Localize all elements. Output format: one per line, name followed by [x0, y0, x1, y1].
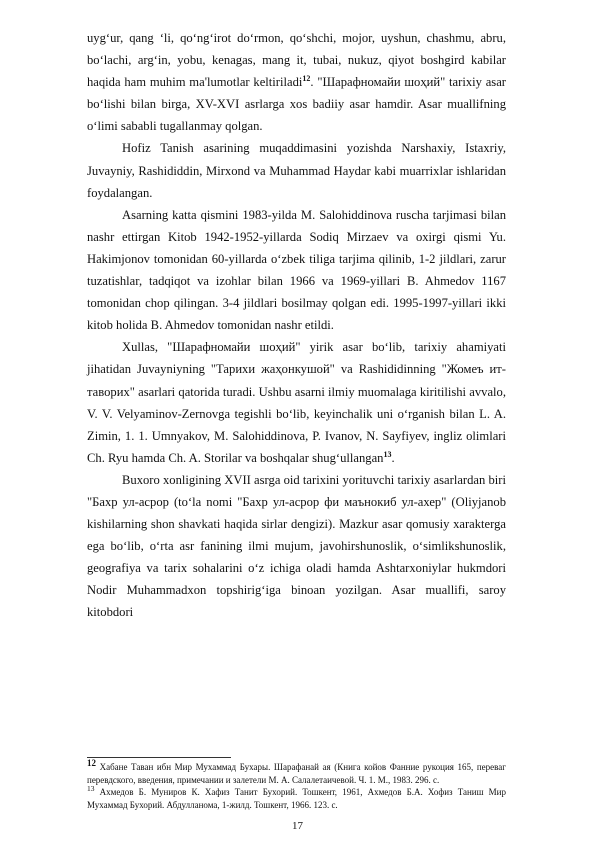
footnote-13-mark: 13 — [87, 784, 95, 793]
paragraph-4-continued: . — [391, 450, 395, 465]
footnotes — [87, 758, 506, 811]
paragraph-1 — [87, 27, 506, 137]
page-number: 17 — [292, 820, 303, 832]
footnote-ref-13[interactable]: 13 — [383, 449, 392, 459]
paragraph-5-text: Buxoro xonligining XVII asrga oid tarixini yorituvchi tarixiy asarlardan biri "Бахр ул-асрор (toʻla nomi "Бахр ул-асрор фи маънокиб ул-ахер" (Oliyjanob kishilarning shon shavkati haqida sirlar dengizi). Mazkur asar qomusiy xarakterga ega boʻlib, oʻrta asr fanining ilmi mujum, javohirshunoslik, oʻsimlikshunoslik, geografiya va tarix sohalarini oʻz ichiga oladi hamda Ashtarxoniylar hukmdori Nodir Muhammadxon topshirigʻiga binoan yozilgan. Asar muallifi, saroy kitobdori — [87, 472, 506, 620]
footnote-divider — [87, 757, 231, 758]
paragraph-5 — [87, 469, 506, 624]
footnote-12 — [87, 758, 506, 786]
paragraph-3-text: Asarning katta qismini 1983-yilda M. Salohiddinova ruscha tarjimasi bilan nashr ettirgan Kitob 1942-1952-yillarda Sodiq Mirzaev va oxirgi qismi Yu. Hakimjonov tomonidan 60-yillarda oʻzbek tiliga tarjima qilinib, 1-2 jildlari, zarur tuzatishlar, tadqiqot va izohlar bilan 1966 va 1969-yillari B. Ahmedov 1167 tomonidan chop qilingan. 3-4 jildlari bosilmay qolgan edi. 1995-1997-yillari ikki kitob holida B. Ahmedov tomonidan nashr etildi. — [87, 207, 506, 333]
paragraph-4 — [87, 336, 506, 469]
footnote-13 — [87, 786, 506, 811]
paragraph-2-text: Hofiz Tanish asarining muqaddimasini yozishda Narshaxiy, Istaxriy, Juvayniy, Rashididdin, Mirxond va Muhammad Haydar kabi muarrixlar ishlaridan foydalangan. — [87, 141, 506, 200]
paragraph-4-text: Xullas, "Шарафномайи шоҳий" yirik asar boʻlib, tarixiy ahamiyati jihatidan Juvayniyning "Тарихи жаҳонкушой" va Rashididinning "Жомеъ ит-таворих" asarlari qatorida turadi. Ushbu asarni ilmiy muomalaga kiritilishi avvalo, V. V. Velyaminov-Zernovga tegishli boʻlib, keyinchalik uni oʻrganish bilan L. A. Zimin, 1. 1. Umnyakov, M. Salohiddinova, P. Ivanov, N. Sayfiyev, ingliz olimlari Ch. Ryu hamda Ch. A. Storilar va boshqalar shugʻullangan — [87, 340, 506, 465]
footnote-12-text: Хабане Таван ибн Мир Мухаммад Бухары. Шарафанай ая (Книга койов Фанние рукоция 165, переваг перевдского, введения, примечании и залетели М. А. Салалетаичевой. Ч. 1. М., 1983. 296. с. — [87, 762, 506, 785]
footnote-ref-12[interactable]: 12 — [302, 74, 311, 83]
paragraph-2 — [87, 137, 506, 203]
paragraph-1-text: uygʻur, qang ʻli, qoʻngʻirot doʻrmon, qoʻshchi, mojor, uyshun, chashmu, abru, boʻlachi, argʻin, yobu, kenagas, mang it, tubai, nukuz, qiyot boshgird kabilar haqida ham muhim ma'lumotlar keltiriladi — [87, 31, 506, 90]
footnote-12-mark: 12 — [87, 758, 96, 768]
footnote-13-text: Ахмедов Б. Муниров К. Хафиз Танит Бухорий. Тошкент, 1961, Ахмедов Б.А. Хофиз Таниш Мир Мухаммад Бухорий. Абдулланома, 1-жилд. Тошкент, 1966. 123. с. — [87, 787, 506, 810]
paragraph-3 — [87, 204, 506, 337]
body-text — [87, 27, 506, 624]
paragraph-1-continued: . "Шарафномайи шоҳий" tarixiy asar boʻlishi bilan birga, XV-XVI asrlarga xos badiiy asar hamdir. Asar muallifning oʻlimi sababli tugallanmay qolgan. — [87, 75, 506, 134]
